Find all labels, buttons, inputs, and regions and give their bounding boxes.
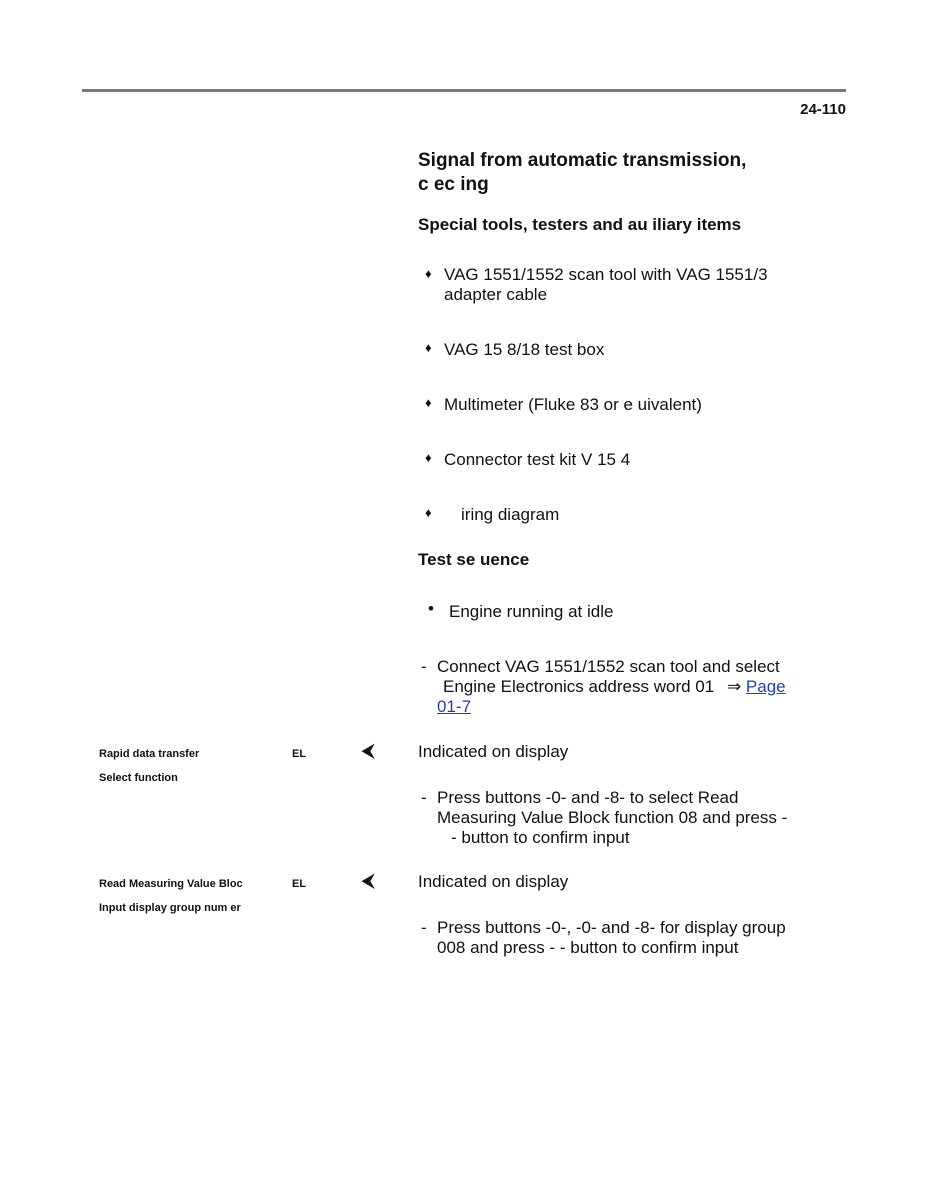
display-2-indicator: Indicated on display	[418, 872, 569, 891]
display-1-el-label: EL	[292, 748, 307, 760]
step-1-line-3	[437, 697, 786, 717]
diamond-bullet-icon: ♦	[425, 266, 432, 281]
step-dash: -	[421, 788, 427, 807]
step-1-line-1: Connect VAG 1551/1552 scan tool and select	[437, 657, 780, 676]
special-tools-heading: Special tools, testers and au iliary items	[418, 215, 742, 234]
display-1-indicator: Indicated on display	[418, 742, 569, 761]
step-3-line-2: 008 and press - - button to confirm input	[437, 938, 739, 957]
tool-item-1-line-2: adapter cable	[444, 285, 548, 304]
step-dash: -	[421, 657, 427, 676]
tool-item-1-line-1: VAG 1551/1552 scan tool with VAG 1551/3	[444, 265, 768, 284]
page-title	[418, 149, 746, 197]
display-2-el-label: EL	[292, 878, 307, 890]
step-connect-scan-tool	[437, 657, 786, 717]
diamond-bullet-icon: ♦	[425, 340, 432, 355]
tool-item-5: iring diagram	[461, 505, 560, 524]
arrow-right-icon: ⇒	[726, 677, 742, 696]
tool-item-1	[444, 265, 768, 305]
test-condition: Engine running at idle	[449, 602, 614, 621]
tool-item-3: Multimeter (Fluke 83 or e uivalent)	[444, 395, 702, 414]
page-title-line-2: c ec ing	[418, 174, 489, 195]
step-2-line-2: Measuring Value Block function 08 and press -	[437, 808, 788, 827]
step-dash: -	[421, 918, 427, 937]
pointer-arrow-icon: ⮜	[362, 871, 375, 890]
step-2-line-1: Press buttons -0- and -8- to select Read	[437, 788, 739, 807]
display-1-line-2: Select function	[99, 772, 178, 784]
tool-item-4: Connector test kit V 15 4	[444, 450, 631, 469]
step-2-line-3: - button to confirm input	[451, 828, 630, 847]
header-rule	[82, 89, 846, 92]
step-1-line-2	[437, 677, 786, 697]
page-number: 24-110	[800, 101, 846, 118]
step-display-group	[437, 918, 786, 958]
pointer-arrow-icon: ⮜	[362, 741, 375, 760]
page-link[interactable]: Page	[745, 677, 786, 696]
step-3-line-1: Press buttons -0-, -0- and -8- for display group	[437, 918, 786, 937]
test-sequence-heading: Test se uence	[418, 550, 530, 569]
diamond-bullet-icon: ♦	[425, 395, 432, 410]
display-2-line-1: Read Measuring Value Bloc	[99, 878, 243, 890]
page-link-continued[interactable]: 01-7	[437, 697, 472, 716]
step-select-function	[437, 788, 787, 848]
display-2-line-2: Input display group num er	[99, 902, 241, 914]
page-title-line-1: Signal from automatic transmission,	[418, 150, 747, 171]
round-bullet-icon: •	[428, 599, 434, 618]
diamond-bullet-icon: ♦	[425, 450, 432, 465]
diamond-bullet-icon: ♦	[425, 505, 432, 520]
tool-item-2: VAG 15 8/18 test box	[444, 340, 605, 359]
step-1-line-2-text: Engine Electronics address word 01	[443, 677, 715, 696]
display-1-line-1: Rapid data transfer	[99, 748, 200, 760]
